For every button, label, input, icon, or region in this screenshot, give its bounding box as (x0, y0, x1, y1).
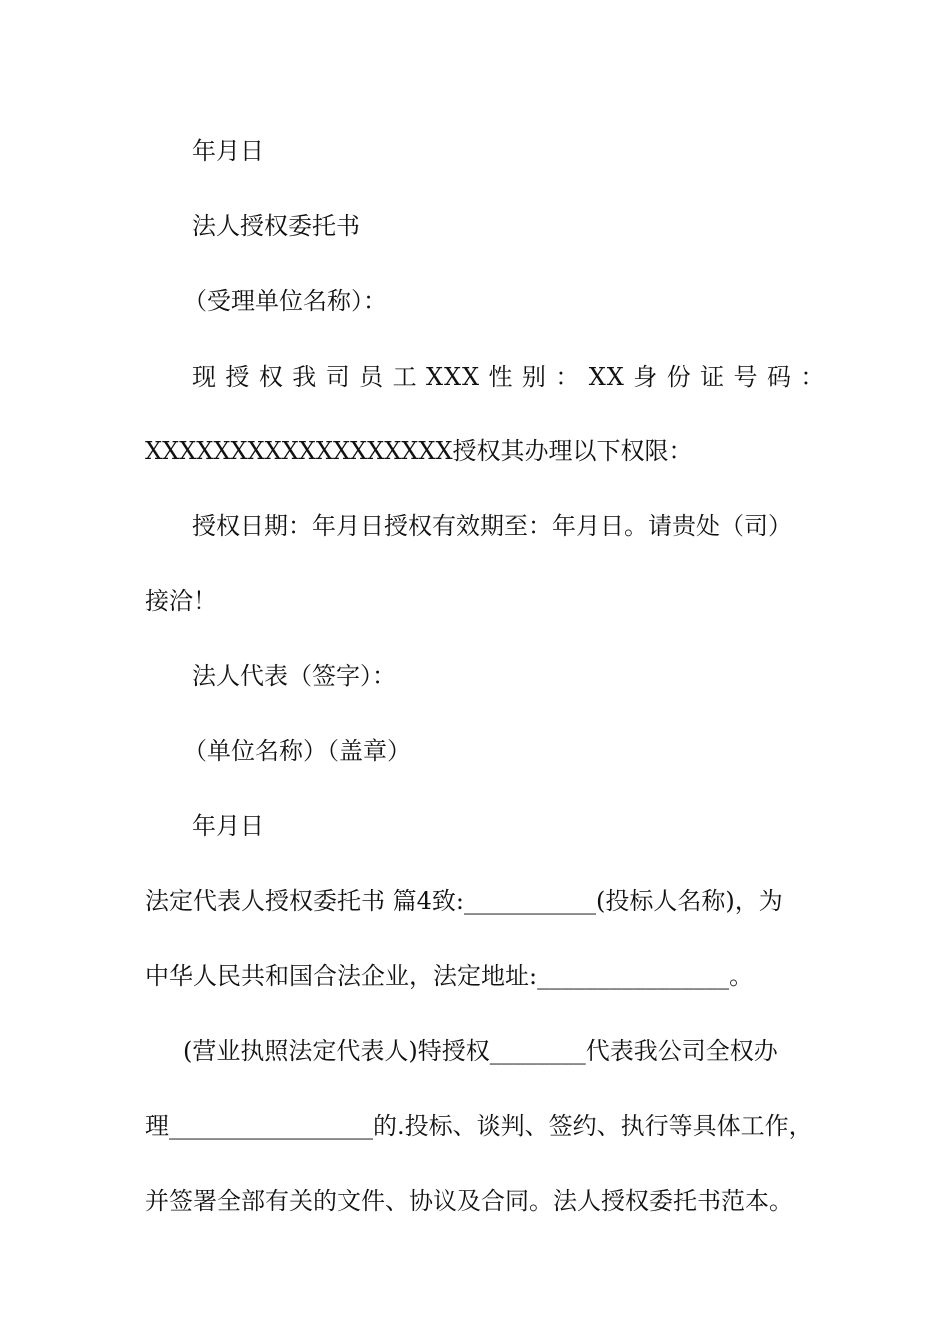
document-title: 法人授权委托书 (192, 212, 360, 240)
sign-documents-line: 并签署全部有关的文件、协议及合同。法人授权委托书范本。 (145, 1187, 793, 1215)
authorization-text: 现 授 权 我 司 员 工 XXX 性 别 ： XX 身 份 证 号 码 ： (192, 363, 826, 391)
authorization-date-line: 授权日期：年月日授权有效期至：年月日。请贵处（司） (192, 512, 792, 540)
legal-rep-signature-line: 法人代表（签字）： (192, 662, 396, 690)
id-number-line (145, 436, 693, 466)
legal-address-line: 中华人民共和国合法企业，法定地址:________________。 (145, 962, 754, 990)
company-seal-line: （单位名称）（盖章） (183, 737, 411, 765)
id-number-text: XXXXXXXXXXXXXXXXXX授权其办理以下权限： (145, 437, 693, 465)
recipient-line: （受理单位名称）： (183, 287, 387, 315)
contact-line: 接洽！ (145, 587, 217, 615)
section-4-heading-line: 法定代表人授权委托书 篇4致:___________(投标人名称)，为 (145, 887, 783, 915)
authorization-line (192, 362, 826, 392)
date-line-2: 年月日 (192, 812, 264, 840)
tasks-line: 理_________________的.投标、谈判、签约、执行等具体工作， (145, 1112, 813, 1140)
date-line-1: 年月日 (192, 137, 264, 165)
special-authorization-line: (营业执照法定代表人)特授权________代表我公司全权办 (183, 1037, 778, 1065)
